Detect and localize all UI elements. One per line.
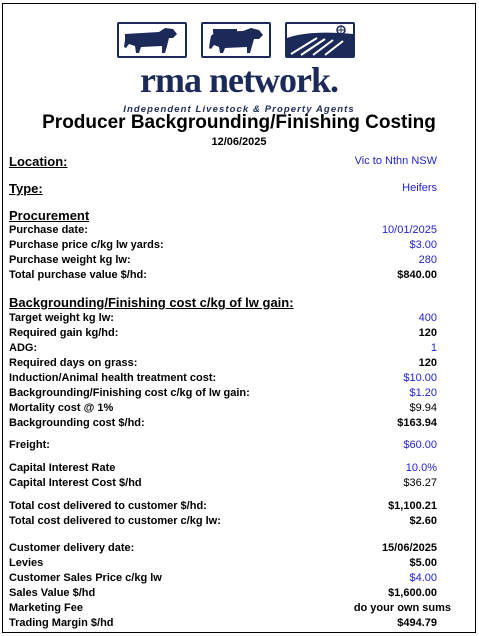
- row-label: Customer delivery date:: [9, 542, 135, 554]
- cattle-icon: [117, 22, 187, 58]
- row-label: ADG:: [9, 342, 38, 354]
- row-value: $1,600.00: [388, 587, 437, 599]
- bull-icon: [201, 22, 271, 58]
- row-label: Trading Margin $/hd: [9, 617, 114, 629]
- marketing-fee-row: [9, 601, 451, 616]
- report-date: 12/06/2025: [211, 136, 267, 148]
- type-value: Heifers: [402, 182, 437, 194]
- purchase-date-row: [9, 223, 437, 238]
- purchase-price-row: [9, 238, 437, 253]
- bg-cost-hd-row: [9, 416, 437, 431]
- row-value: 1: [430, 342, 437, 354]
- row-value: $5.00: [409, 557, 437, 569]
- levies-row: [9, 556, 437, 571]
- type-row: [9, 180, 437, 197]
- row-value: do your own sums: [353, 602, 451, 614]
- bg-cost-ckg-row: [9, 386, 437, 401]
- sales-price-row: [9, 571, 437, 586]
- farm-landscape-icon: [285, 22, 355, 58]
- row-value: 10.0%: [405, 462, 437, 474]
- sales-value-row: [9, 586, 437, 601]
- row-label: Capital Interest Rate: [9, 462, 116, 474]
- row-label: Total purchase value $/hd:: [9, 269, 147, 281]
- procurement-heading: [9, 207, 437, 224]
- row-value: $163.94: [397, 417, 437, 429]
- mortality-cost-row: [9, 401, 437, 416]
- row-label: Total cost delivered to customer $/hd:: [9, 500, 207, 512]
- capital-cost-row: [9, 476, 437, 491]
- required-days-row: [9, 356, 437, 371]
- row-label: Target weight kg lw:: [9, 312, 114, 324]
- row-value: 10/01/2025: [381, 224, 437, 236]
- row-label: Purchase price c/kg lw yards:: [9, 239, 164, 251]
- delivery-date-row: [9, 541, 437, 556]
- location-value: Vic to Nthn NSW: [354, 155, 437, 167]
- row-label: Procurement: [9, 208, 90, 223]
- induction-cost-row: [9, 371, 437, 386]
- row-value: $494.79: [397, 617, 437, 629]
- total-cost-ckg-row: [9, 514, 437, 529]
- row-value: $9.94: [409, 402, 437, 414]
- row-label: Sales Value $/hd: [9, 587, 96, 599]
- row-value: $3.00: [409, 239, 437, 251]
- row-label: Backgrounding cost $/hd:: [9, 417, 145, 429]
- row-value: 120: [418, 357, 437, 369]
- row-value: $10.00: [403, 372, 437, 384]
- row-label: Required days on grass:: [9, 357, 138, 369]
- row-value: $2.60: [409, 515, 437, 527]
- row-label: Induction/Animal health treatment cost:: [9, 372, 217, 384]
- logo-icons: [117, 22, 355, 60]
- row-value: 120: [418, 327, 437, 339]
- row-value: $60.00: [403, 439, 437, 451]
- row-value: 15/06/2025: [381, 542, 437, 554]
- location-row: [9, 153, 437, 170]
- total-cost-hd-row: [9, 499, 437, 514]
- freight-row: [9, 438, 437, 453]
- row-label: Marketing Fee: [9, 602, 83, 614]
- row-label: Capital Interest Cost $/hd: [9, 477, 142, 489]
- total-purchase-row: [9, 268, 437, 283]
- row-label: Purchase weight kg lw:: [9, 254, 131, 266]
- row-label: Backgrounding/Finishing cost c/kg of lw gain:: [9, 295, 294, 310]
- costing-sheet: [2, 3, 476, 633]
- target-weight-row: [9, 311, 437, 326]
- row-label: Purchase date:: [9, 224, 88, 236]
- type-label: Type:: [9, 181, 43, 196]
- capital-rate-row: [9, 461, 437, 476]
- row-value: $4.00: [409, 572, 437, 584]
- row-value: $840.00: [397, 269, 437, 281]
- brand-tagline: Independent Livestock & Property Agents: [123, 104, 355, 115]
- required-gain-row: [9, 326, 437, 341]
- page-title: Producer Backgrounding/Finishing Costing: [42, 112, 436, 133]
- row-label: Levies: [9, 557, 44, 569]
- row-value: 400: [418, 312, 437, 324]
- backgrounding-heading: [9, 294, 437, 311]
- row-label: Backgrounding/Finishing cost c/kg of lw gain:: [9, 387, 250, 399]
- row-value: $1.20: [409, 387, 437, 399]
- trading-margin-row: [9, 616, 437, 631]
- brand-logo: [3, 22, 475, 115]
- row-value: 280: [418, 254, 437, 266]
- row-label: Required gain kg/hd:: [9, 327, 119, 339]
- row-value: $36.27: [403, 477, 437, 489]
- brand-name: rma network.: [140, 60, 338, 100]
- purchase-weight-row: [9, 253, 437, 268]
- row-value: $1,100.21: [388, 500, 437, 512]
- row-label: Freight:: [9, 439, 50, 451]
- row-label: Mortality cost @ 1%: [9, 402, 114, 414]
- location-label: Location:: [9, 154, 68, 169]
- adg-row: [9, 341, 437, 356]
- row-label: Customer Sales Price c/kg lw: [9, 572, 162, 584]
- row-label: Total cost delivered to customer c/kg lw:: [9, 515, 221, 527]
